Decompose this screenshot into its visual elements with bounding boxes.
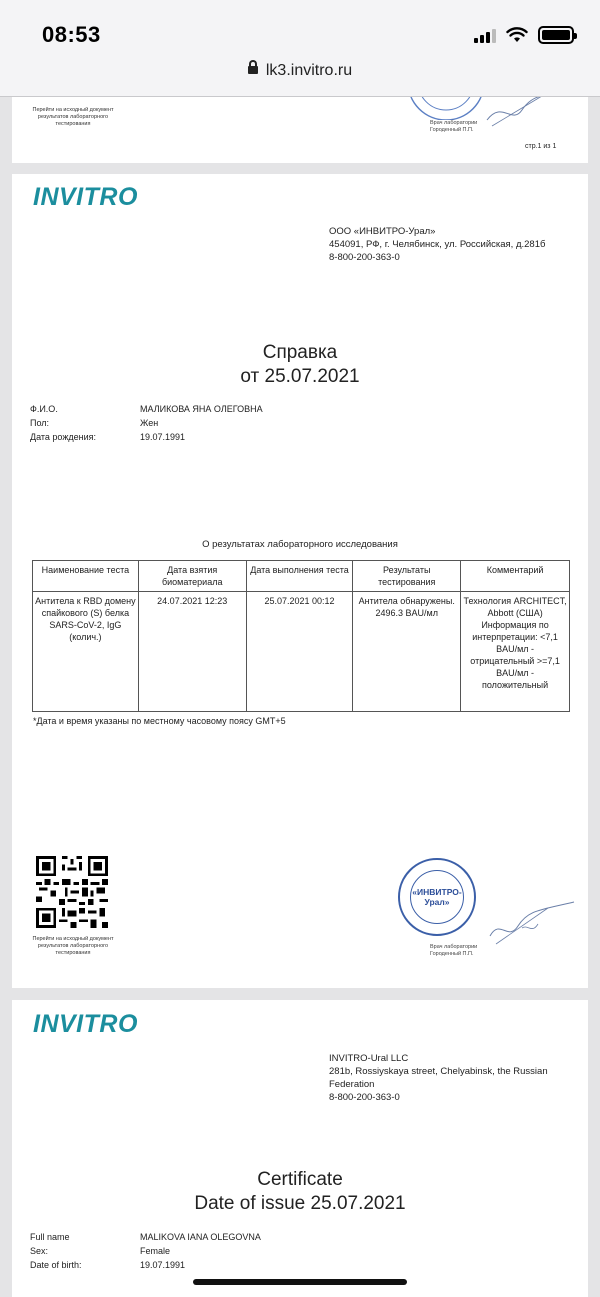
field-label: Пол: [30, 418, 50, 428]
doctor-signature-label: Врач лаборатории Городенный П.П. [430, 944, 478, 957]
field-label: Дата рождения: [30, 432, 96, 442]
qr-caption: Перейти на исходный документ результатов лабораторного тестирования [32, 107, 114, 127]
company-address [329, 225, 545, 264]
company-line: 8-800-200-363-0 [329, 1092, 400, 1103]
company-line: 8-800-200-363-0 [329, 252, 400, 263]
status-time: 08:53 [42, 22, 101, 47]
title-line: Certificate [257, 1169, 343, 1190]
company-line: 454091, РФ, г. Челябинск, ул. Российская, д.281б [329, 239, 546, 250]
invitro-logo: INVITRO [33, 1010, 138, 1038]
company-address [329, 1052, 548, 1104]
home-indicator[interactable] [193, 1279, 407, 1285]
table-header-row [33, 561, 570, 592]
field-label: Sex: [30, 1246, 49, 1256]
field-row [30, 1244, 261, 1258]
document-page-ru-certificate [12, 174, 588, 988]
document-page-en-certificate [12, 1000, 588, 1297]
results-table [32, 560, 570, 712]
field-label: Ф.И.О. [30, 404, 58, 414]
table-cell: Антитела к RBD домену спайкового (S) белка SARS-CoV-2, IgG (колич.) [33, 592, 139, 712]
field-value: Жен [140, 418, 159, 428]
document-title [12, 1168, 588, 1216]
signature-icon [482, 898, 582, 948]
lock-icon [248, 66, 258, 74]
subtitle-line: от 25.07.2021 [240, 366, 360, 387]
title-line: Справка [262, 342, 338, 363]
field-label: Date of birth: [30, 1260, 82, 1270]
wifi-icon [506, 27, 528, 43]
table-header: Комментарий [461, 561, 570, 592]
field-row [30, 430, 263, 444]
field-value: Female [140, 1246, 171, 1256]
company-line: INVITRO-Ural LLC [329, 1053, 409, 1064]
table-cell: Антитела обнаружены. 2496.3 BAU/мл [353, 592, 461, 712]
doctor-signature-label: Врач лаборатории Городенный П.П. [430, 120, 478, 133]
stamp-text: «ИНВИТРО-Урал» [412, 887, 462, 907]
table-cell: 25.07.2021 00:12 [246, 592, 353, 712]
table-header: Дата выполнения теста [246, 561, 353, 592]
patient-fields [30, 402, 263, 444]
url-text: lk3.invitro.ru [265, 62, 353, 79]
table-cell: Технология ARCHITECT, Abbott (США) Информация по интерпретации: <7,1 BAU/мл - отрицательный >=7,1 BAU/мл - положительный [461, 592, 570, 712]
cellular-signal-icon [474, 27, 496, 43]
field-value: 19.07.1991 [140, 432, 186, 442]
patient-fields [30, 1230, 261, 1272]
company-line: 281b, Rossiyskaya street, Chelyabinsk, the Russian [329, 1066, 548, 1077]
field-row [30, 1258, 261, 1272]
field-row [30, 416, 263, 430]
table-header: Результаты тестирования [353, 561, 461, 592]
invitro-logo: INVITRO [33, 183, 138, 211]
table-cell: 24.07.2021 12:23 [138, 592, 246, 712]
field-row [30, 1230, 261, 1244]
browser-chrome [0, 0, 600, 97]
table-header: Дата взятия биоматериала [138, 561, 246, 592]
battery-icon [538, 26, 574, 44]
table-caption: О результатах лабораторного исследования [202, 539, 398, 550]
status-icons [474, 26, 574, 44]
field-row [30, 402, 263, 416]
company-line: ООО «ИНВИТРО-Урал» [329, 226, 436, 237]
qr-caption: Перейти на исходный документ результатов лабораторного тестирования [32, 936, 114, 956]
qr-code-icon[interactable] [36, 856, 108, 928]
field-value: 19.07.1991 [140, 1260, 186, 1270]
subtitle-line: Date of issue 25.07.2021 [194, 1193, 406, 1214]
table-row [33, 592, 570, 712]
table-header: Наименование теста [33, 561, 139, 592]
document-title [12, 341, 588, 389]
field-label: Full name [30, 1232, 70, 1242]
company-line: Federation [329, 1079, 375, 1090]
page-number: стр.1 из 1 [525, 143, 557, 150]
address-bar[interactable] [0, 62, 600, 80]
field-value: MALIKOVA IANA OLEGOVNA [140, 1232, 261, 1242]
stamp-icon [398, 858, 476, 936]
field-value: МАЛИКОВА ЯНА ОЛЕГОВНА [140, 404, 263, 414]
timezone-note: *Дата и время указаны по местному часовому поясу GMT+5 [33, 716, 286, 726]
